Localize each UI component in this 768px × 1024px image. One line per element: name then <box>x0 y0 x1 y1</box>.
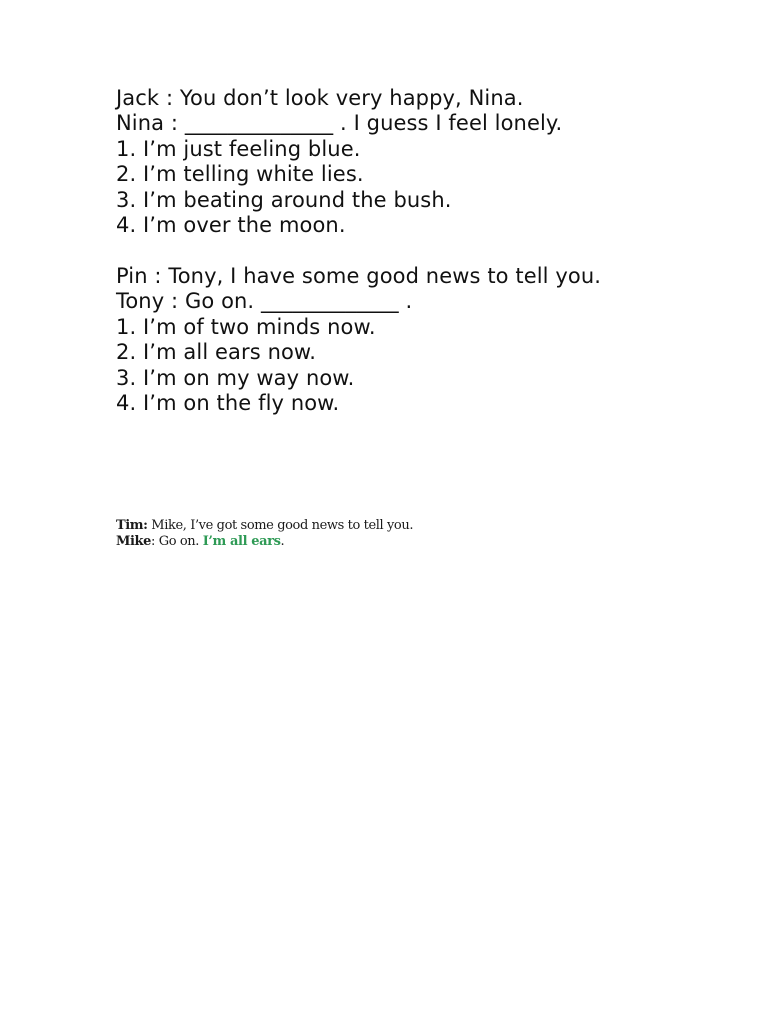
example-highlight: I’m all ears <box>202 534 281 549</box>
question-1-option: 2. I’m telling white lies. <box>116 162 364 187</box>
question-2-option: 1. I’m of two minds now. <box>116 314 376 339</box>
example-line-2 <box>116 534 536 550</box>
example-line-1 <box>116 518 536 534</box>
question-1-blank-line: Nina : ______________ . I guess I feel lonely. <box>116 111 563 136</box>
question-1-prompt: Jack : You don’t look very happy, Nina. <box>116 86 524 110</box>
question-1 <box>116 86 636 238</box>
example-dialogue <box>116 518 536 550</box>
question-1-option: 1. I’m just feeling blue. <box>116 136 361 161</box>
question-2-option: 4. I’m on the fly now. <box>116 391 340 416</box>
example-end: . <box>280 534 285 549</box>
question-2-option: 2. I’m all ears now. <box>116 340 317 365</box>
example-speaker-1: Tim: <box>116 518 148 533</box>
question-1-option: 3. I’m beating around the bush. <box>116 187 452 212</box>
example-text-2: : Go on. <box>151 534 203 549</box>
example-speaker-2: Mike <box>116 534 152 549</box>
example-text-1: Mike, I’ve got some good news to tell you. <box>147 518 414 533</box>
question-2-prompt: Pin : Tony, I have some good news to tell you. <box>116 264 602 288</box>
question-2-blank-line: Tony : Go on. _____________ . <box>116 289 413 314</box>
question-2-option: 3. I’m on my way now. <box>116 365 355 390</box>
question-1-option: 4. I’m over the moon. <box>116 213 346 238</box>
question-2 <box>116 264 636 416</box>
